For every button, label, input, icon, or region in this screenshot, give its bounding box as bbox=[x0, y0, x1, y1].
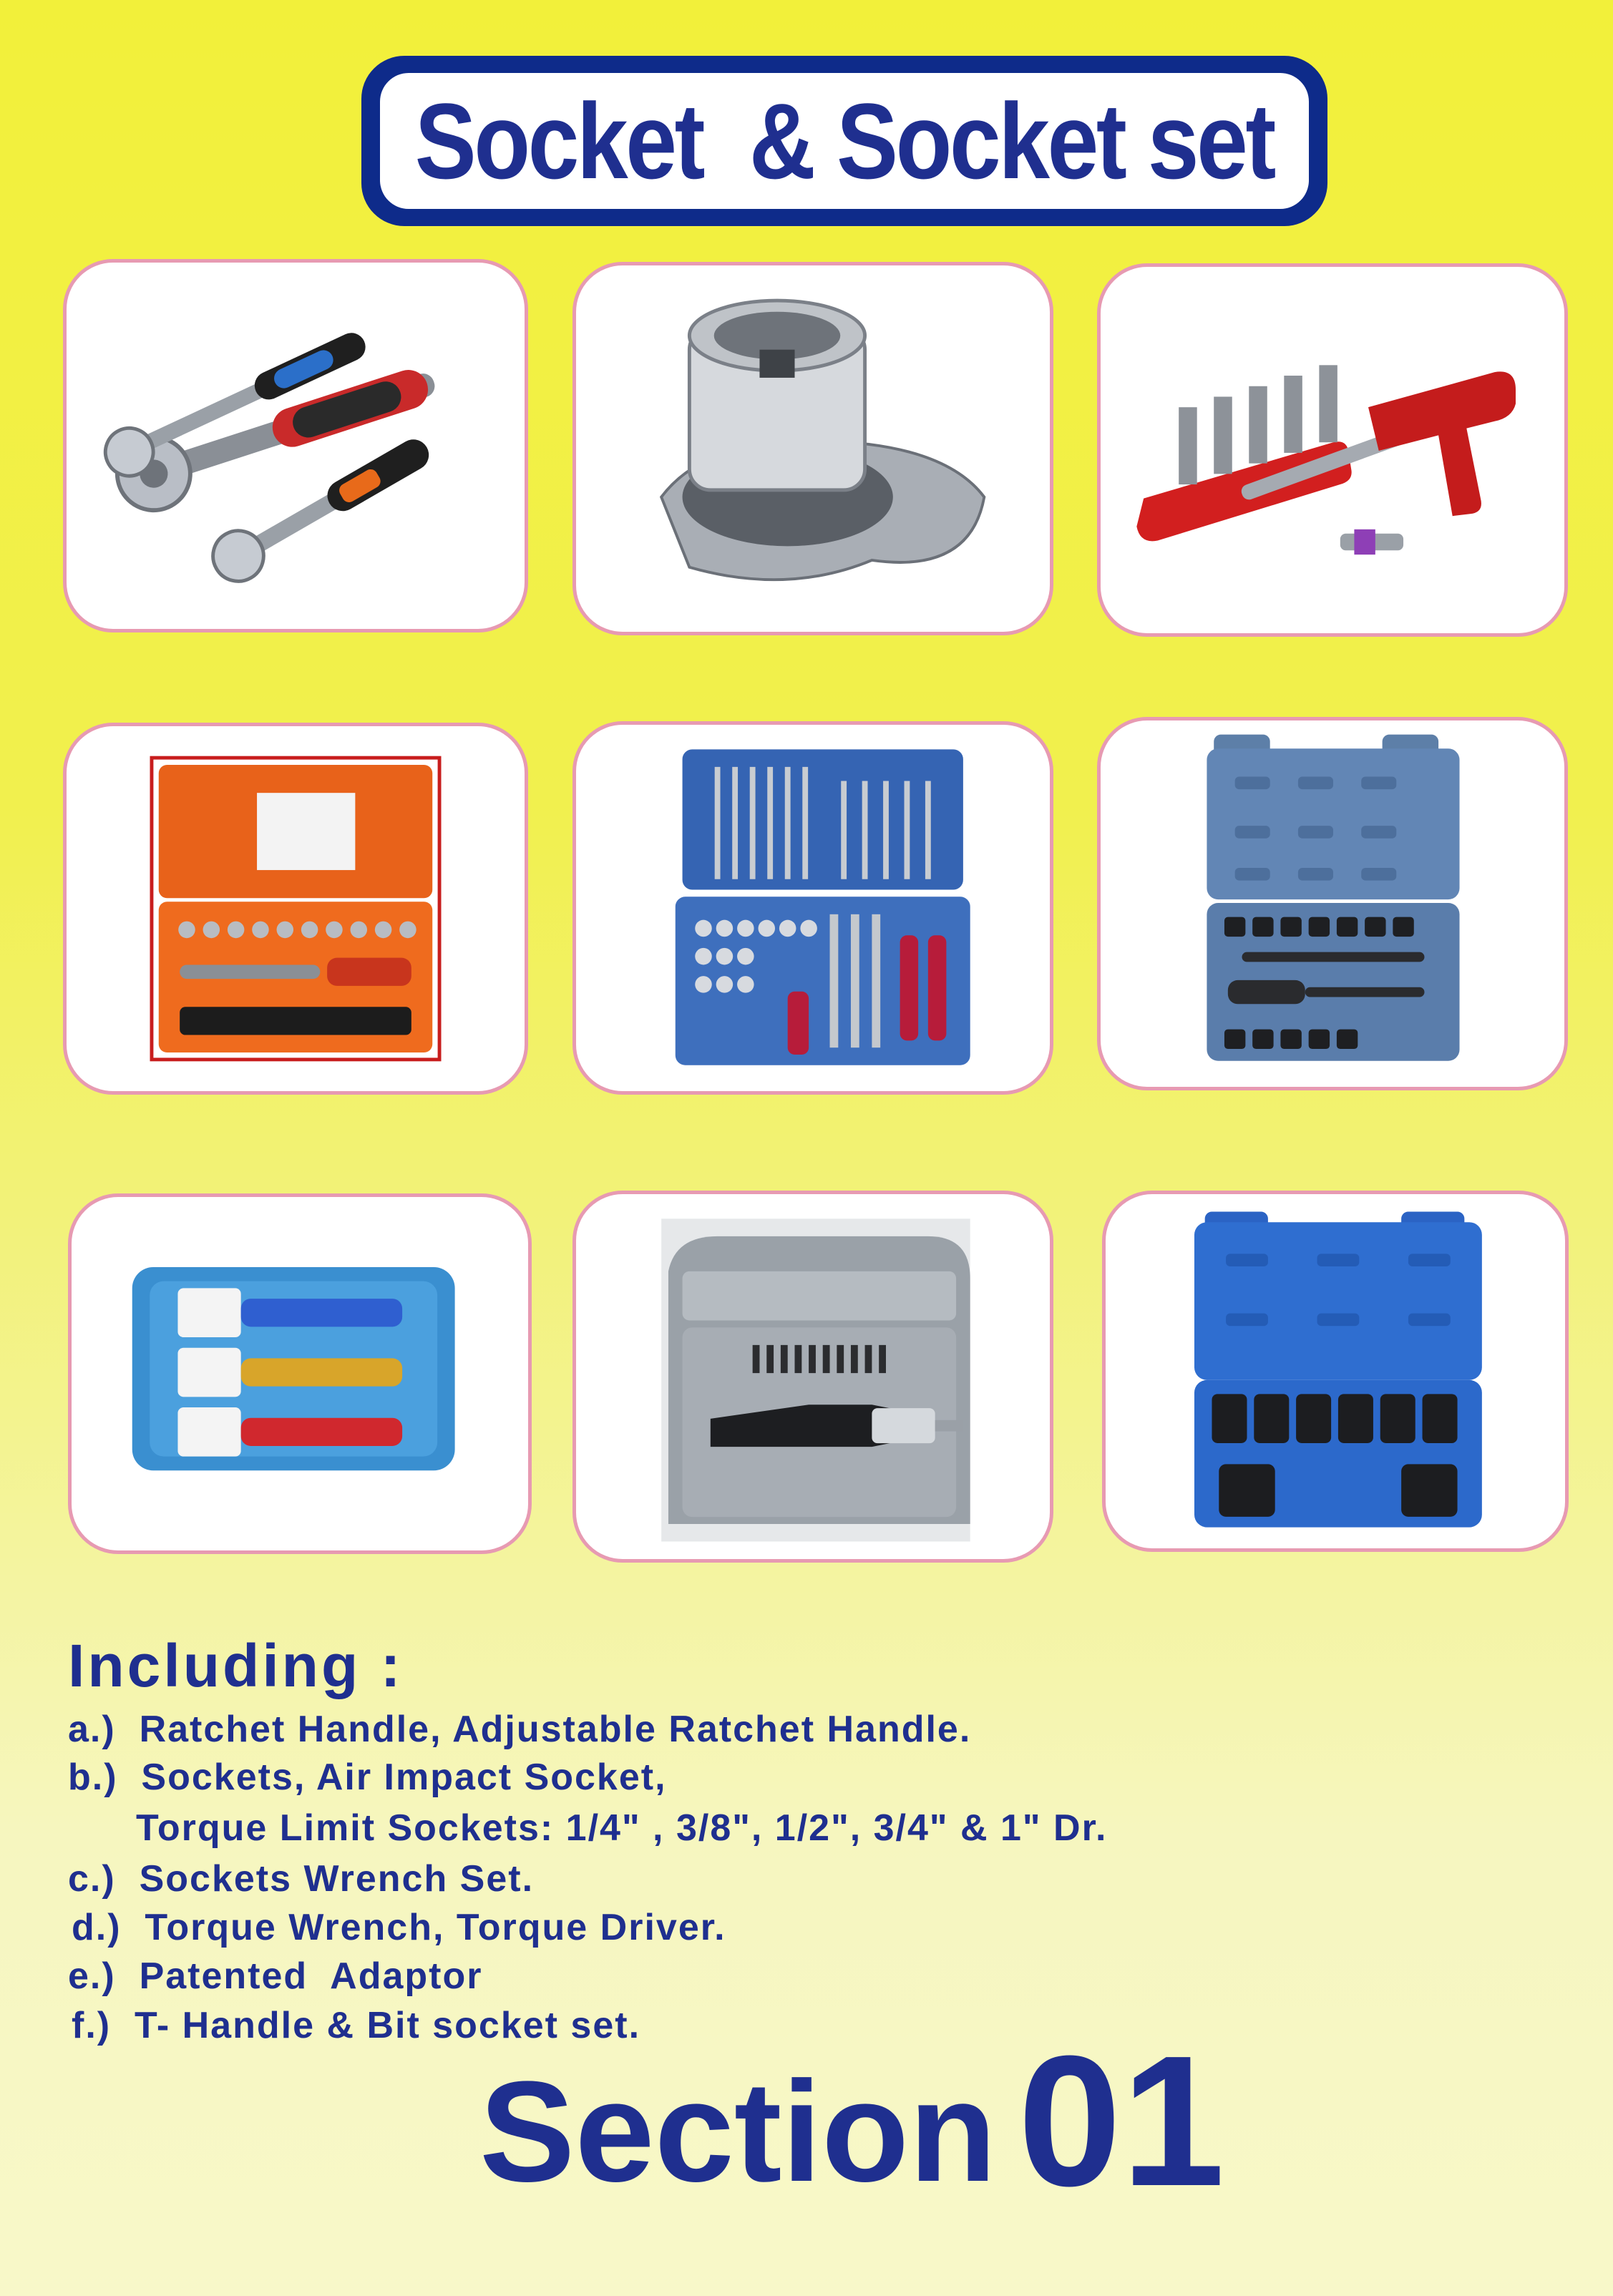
torque-limit-sockets-icon bbox=[72, 1197, 528, 1550]
product-tile-orange-socket-set bbox=[63, 723, 528, 1095]
list-item-a: a.) Ratchet Handle, Adjustable Ratchet Handle. bbox=[68, 1709, 972, 1750]
torque-driver-bit-set-icon bbox=[576, 1194, 1050, 1559]
title-banner bbox=[361, 56, 1327, 226]
product-tile-ratchet-handles bbox=[63, 259, 528, 632]
section-label bbox=[479, 2011, 1225, 2224]
product-tile-socket bbox=[572, 262, 1053, 635]
impact-socket-set-case-icon bbox=[1101, 720, 1564, 1087]
product-tile-blue-impact-socket-set bbox=[1102, 1191, 1569, 1552]
including-heading: Including : bbox=[68, 1632, 404, 1699]
list-item-c: c.) Sockets Wrench Set. bbox=[68, 1858, 535, 1900]
product-tile-blue-tool-set bbox=[572, 721, 1053, 1095]
list-item-b-continued: Torque Limit Sockets: 1/4" , 3/8", 1/2", 3/4" & 1" Dr. bbox=[136, 1807, 1108, 1849]
list-item-f: f.) T- Handle & Bit socket set. bbox=[72, 2005, 641, 2046]
product-tile-torque-driver-set bbox=[572, 1191, 1053, 1563]
orange-socket-set-case-icon bbox=[67, 726, 525, 1091]
blue-tool-set-case-icon bbox=[576, 725, 1050, 1091]
t-handle-bit-set-icon bbox=[1101, 267, 1564, 633]
product-tile-torque-limit-sockets bbox=[68, 1193, 532, 1554]
list-item-e: e.) Patented Adaptor bbox=[68, 1955, 483, 1997]
product-tile-t-handle-bits bbox=[1097, 263, 1568, 637]
page-title: Socket & Socket set bbox=[414, 80, 1275, 201]
list-item-b: b.) Sockets, Air Impact Socket, bbox=[68, 1757, 667, 1798]
list-item-d: d.) Torque Wrench, Torque Driver. bbox=[72, 1907, 726, 1948]
socket-on-ratchet-icon bbox=[576, 265, 1050, 632]
product-tile-impact-socket-set bbox=[1097, 717, 1568, 1090]
ratchet-handles-icon bbox=[67, 263, 525, 629]
section-number: 01 bbox=[1018, 2018, 1225, 2225]
section-word: Section bbox=[479, 2052, 997, 2212]
title-banner-inner bbox=[380, 73, 1309, 209]
blue-impact-socket-set-icon bbox=[1106, 1194, 1565, 1548]
